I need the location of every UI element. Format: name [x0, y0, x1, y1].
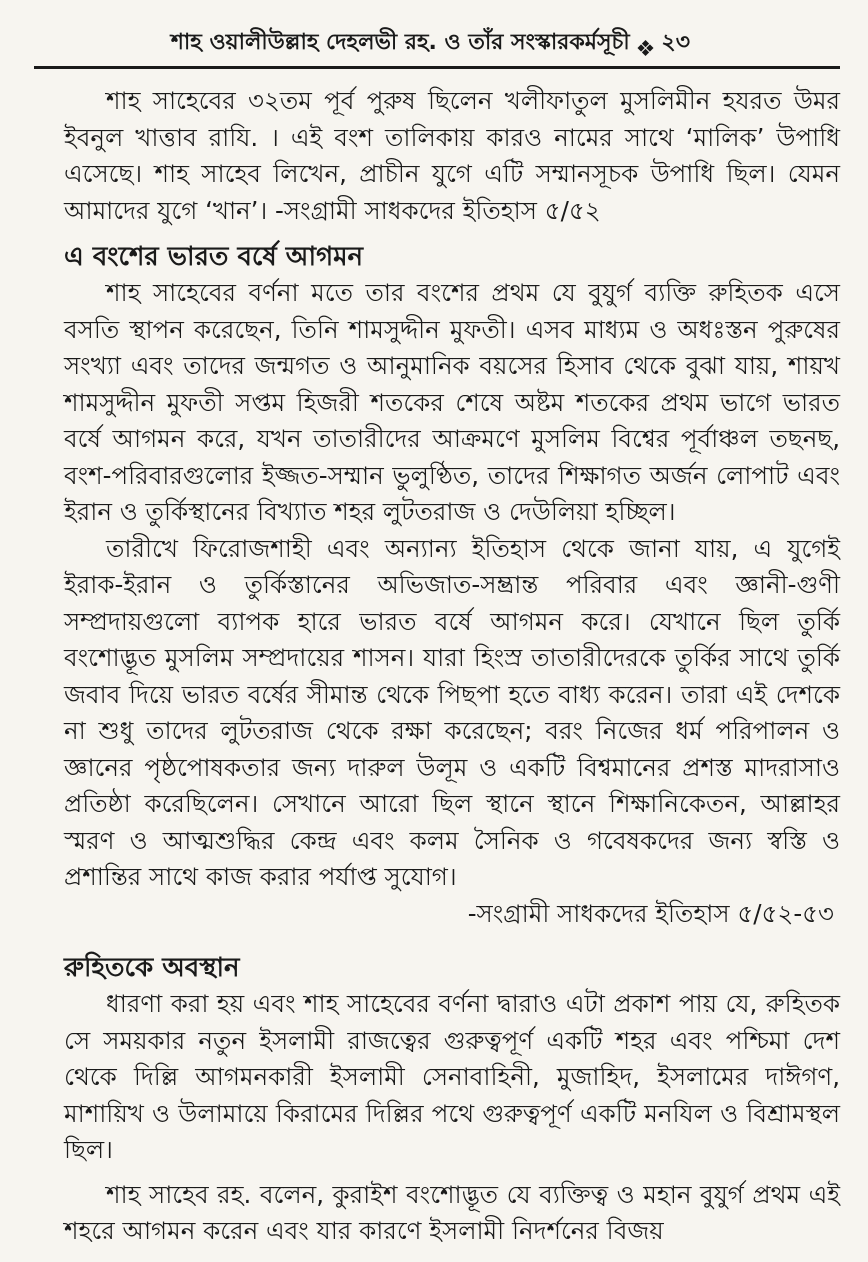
- paragraph-rohtak: ধারণা করা হয় এবং শাহ সাহেবের বর্ণনা দ্বারাও এটা প্রকাশ পায় যে, রুহিতক সে সময়কার নতুন ইসলামী রাজত্বের গুরুত্বপূর্ণ একটি শহর এবং পশ্চিমা দেশ থেকে দিল্লি আগমনকারী ইসলামী সেনাবাহিনী, মুজাহিদ, ইসলামের দাঈগণ, মাশায়িখ ও উলামায়ে কিরামের দিল্লির পথে গুরুত্বপূর্ণ একটি মনযিল ও বিশ্রামস্থল ছিল।: [64, 989, 840, 1164]
- paragraph-quraish: শাহ সাহেব রহ. বলেন, কুরাইশ বংশোদ্ভূত যে ব্যক্তিত্ব ও মহান বুযুর্গ প্রথম এই শহরে আগমন করেন এবং যার কারণে ইসলামী নিদর্শনের বিজয়: [64, 1179, 840, 1245]
- header-rule: [34, 66, 840, 69]
- heading-rohtak: রুহিতকে অবস্থান: [64, 953, 240, 983]
- header-ornament-icon: ❖: [635, 37, 656, 62]
- heading-arrival-in-india: এ বংশের ভারত বর্ষে আগমন: [64, 242, 364, 272]
- header-title: শাহ ওয়ালীউল্লাহ দেহলভী রহ. ও তাঁর সংস্কারকর্মসূচী: [170, 30, 630, 55]
- paragraph-first-ancestor: শাহ সাহেবের বর্ণনা মতে তার বংশের প্রথম যে বুযুর্গ ব্যক্তি রুহিতক এসে বসতি স্থাপন করেছেন, তিনি শামসুদ্দীন মুফতী। এসব মাধ্যম ও অধঃস্তন পুরুষের সংখ্যা এবং তাদের জন্মগত ও আনুমানিক বয়সের হিসাব থেকে বুঝা যায়, শায়খ শামসুদ্দীন মুফতী সপ্তম হিজরী শতকের শেষে অষ্টম শতকের প্রথম ভাগে ভারত বর্ষে আগমন করে, যখন তাতারীদের আক্রমণে মুসলিম বিশ্বের পূর্বাঞ্চল তছনছ, বংশ-পরিবারগুলোর ইজ্জত-সম্মান ভুলুণ্ঠিত, তাদের শিক্ষাগত অর্জন লোপাট এবং ইরান ও তুর্কিস্থানের বিখ্যাত শহর লুটতরাজ ও দেউলিয়া হচ্ছিল।: [64, 278, 840, 526]
- citation: -সংগ্রামী সাধকদের ইতিহাস ৫/৫২-৫৩: [467, 898, 834, 928]
- paragraph-history: তারীখে ফিরোজশাহী এবং অন্যান্য ইতিহাস থেকে জানা যায়, এ যুগেই ইরাক-ইরান ও তুর্কিস্তানের অভিজাত-সম্ভ্রান্ত পরিবার এবং জ্ঞানী-গুণী সম্প্রদায়গুলো ব্যাপক হারে ভারত বর্ষে আগমন করে। যেখানে ছিল তুর্কি বংশোদ্ভূত মুসলিম সম্প্রদায়ের শাসন। যারা হিংস্র তাতারীদেরকে তুর্কির সাথে তুর্কি জবাব দিয়ে ভারত বর্ষের সীমান্ত থেকে পিছপা হতে বাধ্য করেন। তারা এই দেশকে না শুধু তাদের লুটতরাজ থেকে রক্ষা করেছেন; বরং নিজের ধর্ম পরিপালন ও জ্ঞানের পৃষ্ঠপোষকতার জন্য দারুল উলূম ও একটি বিশ্বমানের প্রশস্ত মাদরাসাও প্রতিষ্ঠা করেছিলেন। সেখানে আরো ছিল স্থানে স্থানে শিক্ষানিকেতন, আল্লাহর স্মরণ ও আত্মশুদ্ধির কেন্দ্র এবং কলম সৈনিক ও গবেষকদের জন্য স্বস্তি ও প্রশান্তির সাথে কাজ করার পর্যাপ্ত সুযোগ।: [64, 533, 840, 891]
- paragraph-lineage: শাহ সাহেবের ৩২তম পূর্ব পুরুষ ছিলেন খলীফাতুল মুসলিমীন হযরত উমর ইবনুল খাত্তাব রাযি. । এই বংশ তালিকায় কারও নামের সাথে ‘মালিক’ উপাধি এসেছে। শাহ সাহেব লিখেন, প্রাচীন যুগে এটি সম্মানসূচক উপাধি ছিল। যেমন আমাদের যুগে ‘খান’। -সংগ্রামী সাধকদের ইতিহাস ৫/৫২: [64, 86, 840, 225]
- section-spacer: [64, 932, 840, 940]
- page-number: ২৩: [661, 30, 690, 55]
- running-header: [64, 0, 840, 66]
- paragraph-spacer: [64, 1169, 840, 1177]
